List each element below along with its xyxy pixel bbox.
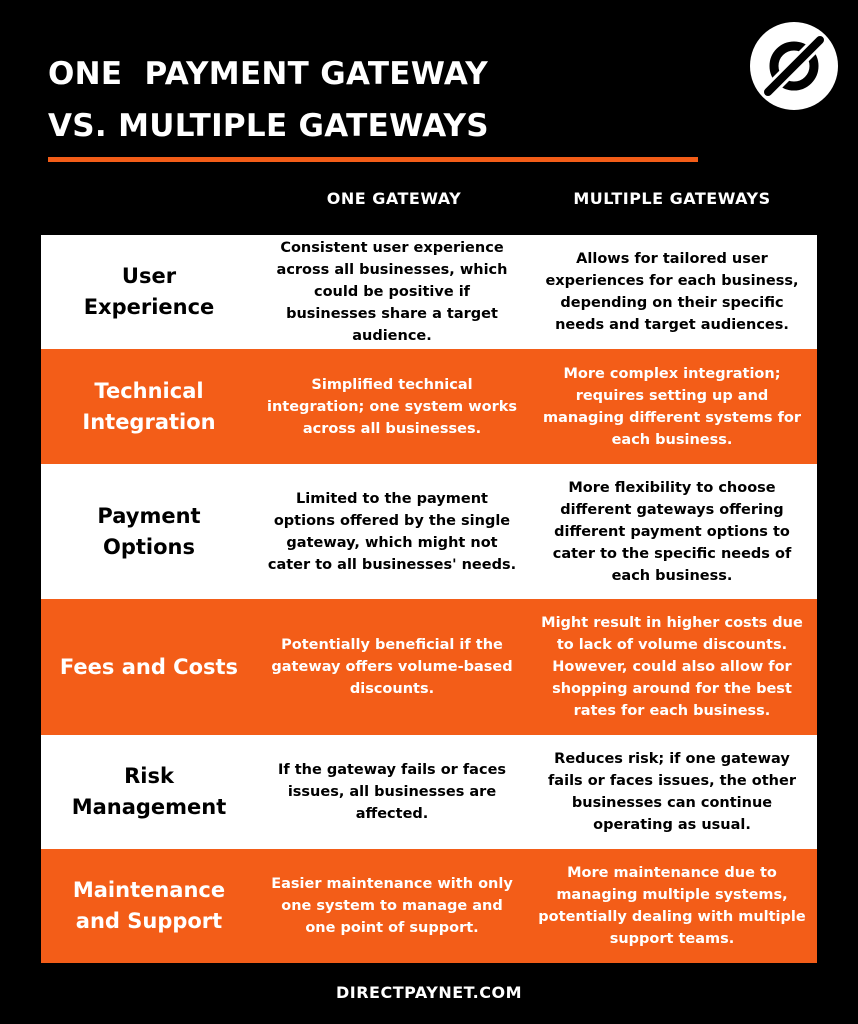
- title-line-2: VS. MULTIPLE GATEWAYS: [48, 108, 489, 144]
- table-row-payment-options: [41, 464, 817, 599]
- one-gateway-cell: Potentially beneficial if the gateway offers volume-based discounts.: [271, 637, 513, 697]
- table-row-fees-and-costs: [41, 599, 817, 735]
- row-label: Maintenance and Support: [72, 878, 226, 933]
- table-row-user-experience: [41, 235, 817, 349]
- one-gateway-cell: Simplified technical integration; one system works across all businesses.: [267, 376, 517, 437]
- multiple-gateways-cell: More maintenance due to managing multiple systems, potentially dealing with multiple support teams.: [538, 865, 806, 947]
- comparison-table: [41, 235, 817, 963]
- row-label: Technical Integration: [82, 378, 216, 434]
- multiple-gateways-cell: Allows for tailored user experiences for each business, depending on their specific needs and target audiences.: [545, 251, 799, 333]
- multiple-gateways-cell: More complex integration; requires setting up and managing different systems for each business.: [542, 365, 801, 448]
- one-gateway-cell: Easier maintenance with only one system to manage and one point of support.: [271, 876, 513, 936]
- title-line-1: ONE PAYMENT GATEWAY: [48, 56, 488, 92]
- table-row-risk-management: [41, 735, 817, 849]
- multiple-gateways-cell: More flexibility to choose different gateways offering different payment options to cater to the specific needs of each business.: [552, 479, 792, 584]
- multiple-gateways-cell: Reduces risk; if one gateway fails or faces issues, the other businesses can continue operating as usual.: [548, 751, 796, 833]
- row-label: Fees and Costs: [59, 654, 239, 679]
- row-label: Payment Options: [97, 503, 201, 559]
- table-row-maintenance-and-support: [41, 849, 817, 963]
- table-row-technical-integration: [41, 349, 817, 464]
- column-header-multiple-gateways: MULTIPLE GATEWAYS: [573, 189, 771, 208]
- row-label: User Experience: [83, 264, 215, 319]
- multiple-gateways-cell: Might result in higher costs due to lack of volume discounts. However, could also allow for shopping around for the best rates for each business.: [541, 615, 803, 719]
- one-gateway-cell: Limited to the payment options offered by the single gateway, which might not cater to all businesses' needs.: [267, 490, 517, 573]
- page-title: [48, 48, 489, 152]
- directpaynet-logo-icon: [750, 22, 838, 110]
- footer-website: DIRECTPAYNET.COM: [336, 983, 522, 1002]
- title-divider: [48, 157, 698, 162]
- one-gateway-cell: If the gateway fails or faces issues, all businesses are affected.: [277, 762, 507, 822]
- one-gateway-cell: Consistent user experience across all businesses, which could be positive if businesses share a target audience.: [276, 240, 508, 344]
- row-label: Risk Management: [71, 764, 227, 819]
- column-header-one-gateway: ONE GATEWAY: [326, 189, 462, 208]
